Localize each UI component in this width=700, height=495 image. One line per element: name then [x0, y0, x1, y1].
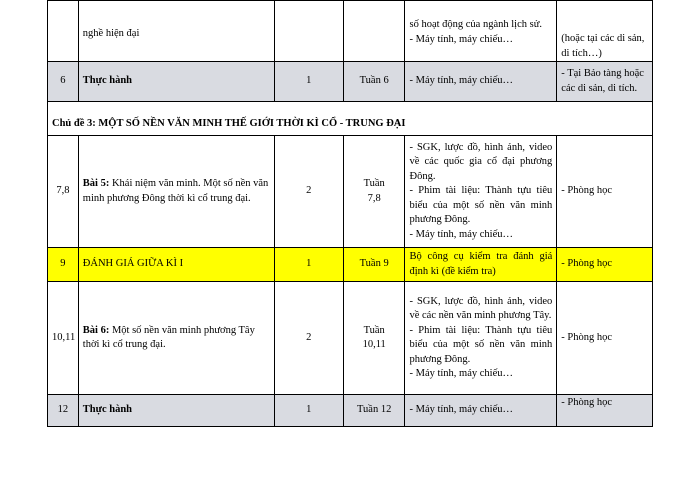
- cell-week: Tuần 6: [343, 62, 405, 102]
- cell-materials: [405, 282, 557, 395]
- cell-periods: 2: [274, 282, 343, 395]
- table-row: [48, 248, 653, 282]
- cell-place: - Tại Bảo tàng hoặc các di sản, di tích.: [557, 62, 653, 102]
- materials-line: số hoạt động của ngành lịch sử.: [409, 19, 543, 30]
- cell-place: - Phòng học: [557, 248, 653, 282]
- cell-num: 6: [48, 62, 79, 102]
- week-label: Tuần: [363, 324, 385, 336]
- cell-periods: [274, 1, 343, 62]
- week-value: 7,8: [367, 192, 381, 204]
- cell-num: 12: [48, 395, 79, 427]
- cell-materials: [405, 136, 557, 248]
- cell-lesson: [78, 282, 274, 395]
- cell-num: 9: [48, 248, 79, 282]
- cell-lesson: ĐÁNH GIÁ GIỮA KÌ I: [78, 248, 274, 282]
- lesson-number: Bài 6:: [82, 324, 110, 336]
- cell-place: - Phòng học: [557, 282, 653, 395]
- materials-line: - Máy tính, máy chiếu…: [409, 368, 514, 379]
- curriculum-table: [47, 0, 653, 427]
- table-row: [48, 62, 653, 102]
- cell-materials: - Máy tính, máy chiếu…: [405, 62, 557, 102]
- cell-place: - Phòng học: [557, 395, 653, 427]
- cell-lesson: [78, 136, 274, 248]
- cell-lesson: Thực hành: [78, 395, 274, 427]
- lesson-number: Bài 5:: [82, 178, 110, 189]
- cell-num: 7,8: [48, 136, 79, 248]
- table-row: [48, 395, 653, 427]
- cell-place: - Phòng học: [557, 136, 653, 248]
- cell-periods: 1: [274, 62, 343, 102]
- cell-lesson: Thực hành: [78, 62, 274, 102]
- materials-line: - Phim tài liệu: Thành tựu tiêu biểu của một số nền văn minh phương Đông.: [409, 324, 553, 365]
- table-row: [48, 1, 653, 62]
- week-value: 10,11: [362, 339, 386, 350]
- cell-week: [343, 1, 405, 62]
- cell-num: 10,11: [48, 282, 79, 395]
- cell-materials: [405, 1, 557, 62]
- table-row: [48, 102, 653, 136]
- cell-week: [343, 136, 405, 248]
- table-row: [48, 282, 653, 395]
- cell-week: Tuần 12: [343, 395, 405, 427]
- cell-periods: 1: [274, 248, 343, 282]
- topic-heading: Chủ đề 3: MỘT SỐ NỀN VĂN MINH THẾ GIỚI THỜI KÌ CỔ - TRUNG ĐẠI: [48, 102, 653, 136]
- cell-week: Tuần 9: [343, 248, 405, 282]
- cell-periods: 1: [274, 395, 343, 427]
- week-label: Tuần: [363, 178, 385, 189]
- table-row: [48, 136, 653, 248]
- lesson-title: Một số nền văn minh phương Tây thời kì cổ trung đại.: [82, 324, 255, 350]
- materials-line: - SGK, lược đồ, hình ảnh, video về các quốc gia cổ đại phương Đông.: [409, 141, 553, 182]
- cell-num: [48, 1, 79, 62]
- cell-materials: - Máy tính, máy chiếu…: [405, 395, 557, 427]
- cell-periods: 2: [274, 136, 343, 248]
- materials-line: - Phim tài liệu: Thành tựu tiêu biểu của một số nền văn minh phương Đông.: [409, 185, 553, 226]
- materials-line: - Máy tính, máy chiếu…: [409, 33, 514, 45]
- cell-place: (hoặc tại các di sản, di tích…): [557, 1, 653, 62]
- cell-week: [343, 282, 405, 395]
- cell-materials: Bộ công cụ kiểm tra đánh giá định kì (đề kiểm tra): [405, 248, 557, 282]
- lesson-title: Khái niệm văn minh. Một số nền văn minh phương Đông thời kì cổ trung đại.: [82, 178, 269, 204]
- materials-line: - SGK, lược đồ, hình ảnh, video về các nền văn minh phương Tây.: [409, 295, 553, 321]
- cell-lesson: nghề hiện đại: [78, 1, 274, 62]
- materials-line: - Máy tính, máy chiếu…: [409, 228, 514, 240]
